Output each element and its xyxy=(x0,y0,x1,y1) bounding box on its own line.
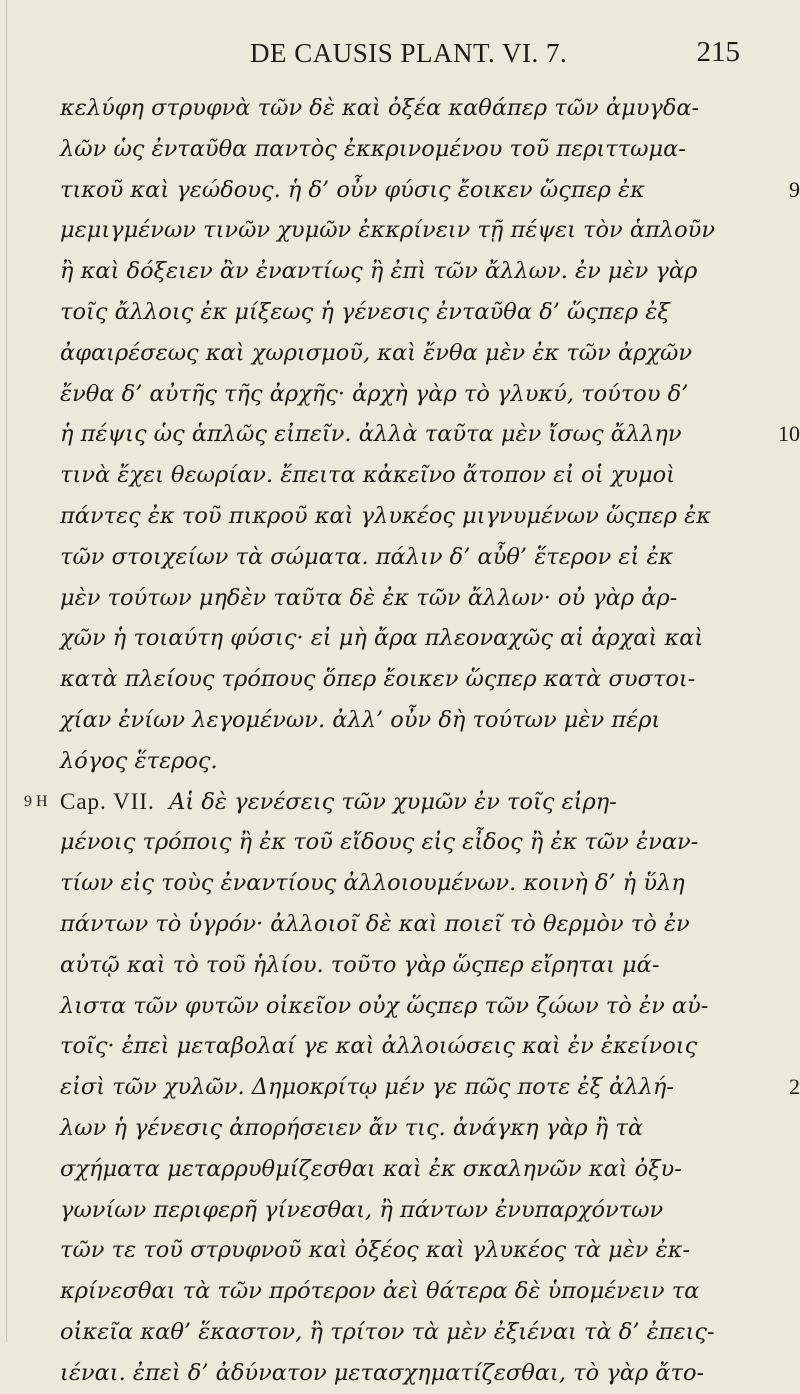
line-text: εἰσὶ τῶν χυλῶν. Δημοκρίτῳ μέν γε πῶς ποτε ἐξ ἀλλή- xyxy=(60,1074,674,1101)
text-line xyxy=(60,700,744,741)
marginal-line-number: 10 xyxy=(778,421,800,447)
text-line xyxy=(60,1190,744,1231)
line-text: τῶν στοιχείων τὰ σώματα. πάλιν δ’ αὖθ’ ἕτερον εἰ ἐκ xyxy=(60,543,674,570)
text-line xyxy=(60,945,744,986)
line-text: χίαν ἐνίων λεγομένων. ἀλλ’ οὖν δὴ τούτων μὲν πέρι xyxy=(60,706,661,733)
text-line xyxy=(60,1271,744,1312)
line-text: τῶν τε τοῦ στρυφνοῦ καὶ ὀξέος καὶ γλυκέος τὰ μὲν ἐκ- xyxy=(60,1237,691,1264)
running-title: DE CAUSIS PLANT. VI. 7. xyxy=(250,38,568,68)
page-header xyxy=(0,28,800,78)
marginal-line-number: 9 xyxy=(789,176,800,202)
text-line xyxy=(60,333,744,374)
text-line xyxy=(60,1230,744,1271)
text-line xyxy=(60,904,744,945)
line-text: λόγος ἕτερος. xyxy=(60,747,218,774)
body-text xyxy=(24,88,800,1394)
line-text: τοῖς ἄλλοις ἐκ μίξεως ἡ γένεσις ἐνταῦθα δ’ ὥςπερ ἐξ xyxy=(60,298,670,325)
text-line xyxy=(60,496,744,537)
text-line xyxy=(60,986,744,1027)
page-edge-rule xyxy=(6,0,7,1342)
line-text: λων ἡ γένεσις ἀπορήσειεν ἄν τις. ἀνάγκη γὰρ ἢ τὰ xyxy=(60,1114,644,1141)
line-text: γωνίων περιφερῆ γίνεσθαι, ἢ πάντων ἐνυπαρχόντων xyxy=(60,1196,664,1223)
text-line xyxy=(60,292,744,333)
line-text: μένοις τρόποις ἢ ἐκ τοῦ εἴδους εἰς εἶδος ἢ ἐκ τῶν ἐναν- xyxy=(60,829,699,856)
line-text: χῶν ἡ τοιαύτη φύσις· εἰ μὴ ἄρα πλεοναχῶς αἱ ἀρχαὶ καὶ xyxy=(60,625,704,652)
line-text: ἔνθα δ’ αὐτῆς τῆς ἀρχῆς· ἀρχὴ γὰρ τὸ γλυκύ, τούτου δ’ xyxy=(60,380,689,407)
line-text: ιέναι. ἐπεὶ δ’ ἀδύνατον μετασχηματίζεσθαι, τὸ γὰρ ἄτο- xyxy=(60,1359,705,1386)
line-text: τικοῦ καὶ γεώδους. ἡ δ’ οὖν φύσις ἔοικεν ὥςπερ ἐκ xyxy=(60,176,645,203)
text-line xyxy=(24,782,744,823)
text-line xyxy=(60,88,744,129)
line-text: πάντες ἐκ τοῦ πικροῦ καὶ γλυκέος μιγνυμένων ὥςπερ ἐκ xyxy=(60,502,711,529)
text-line xyxy=(60,1108,744,1149)
text-line xyxy=(60,618,744,659)
text-line xyxy=(60,414,800,455)
line-text: τοῖς· ἐπεὶ μεταβολαί γε καὶ ἀλλοιώσεις καὶ ἐν ἐκείνοις xyxy=(60,1033,698,1060)
line-text: ἀφαιρέσεως καὶ χωρισμοῦ, καὶ ἔνθα μὲν ἐκ τῶν ἀρχῶν xyxy=(60,339,693,366)
text-line xyxy=(60,1026,744,1067)
line-text: λῶν ὡς ἐνταῦθα παντὸς ἐκκρινομένου τοῦ περιττωμα- xyxy=(60,135,686,162)
line-text: τίων εἰς τοὺς ἐναντίους ἀλλοιουμένων. κοινὴ δ’ ἡ ὕλη xyxy=(60,870,685,897)
line-text: πάντων τὸ ὑγρόν· ἀλλοιοῖ δὲ καὶ ποιεῖ τὸ θερμὸν τὸ ἐν xyxy=(60,910,690,937)
text-line xyxy=(60,537,744,578)
line-text: τινὰ ἔχει θεωρίαν. ἔπειτα κἀκεῖνο ἄτοπον εἰ οἱ χυμοὶ xyxy=(60,462,675,489)
line-text: Αἱ δὲ γενέσεις τῶν χυμῶν ἐν τοῖς εἰρη- xyxy=(169,788,617,815)
line-text: οἰκεῖα καθ’ ἕκαστον, ἢ τρίτον τὰ μὲν ἐξιέναι τὰ δ’ ἐπεις- xyxy=(60,1318,715,1345)
line-text: κρίνεσθαι τὰ τῶν πρότερον ἀεὶ θάτερα δὲ ὑπομένειν τα xyxy=(60,1278,700,1305)
text-line xyxy=(60,659,744,700)
text-line xyxy=(60,578,744,619)
text-line xyxy=(60,1312,744,1353)
line-text: αὐτῷ καὶ τὸ τοῦ ἡλίου. τοῦτο γὰρ ὥςπερ εἴρηται μά- xyxy=(60,951,660,978)
line-text: μεμιγμένων τινῶν χυμῶν ἐκκρίνειν τῇ πέψει τὸν ἁπλοῦν xyxy=(60,217,716,244)
text-line xyxy=(60,251,744,292)
line-text: κατὰ πλείους τρόπους ὅπερ ἔοικεν ὥςπερ κατὰ συστοι- xyxy=(60,666,696,693)
line-text: ἢ καὶ δόξειεν ἂν ἐναντίως ἢ ἐπὶ τῶν ἄλλων. ἐν μὲν γὰρ xyxy=(60,258,698,285)
text-line xyxy=(60,210,744,251)
marginal-section-number: 9 H xyxy=(24,792,48,810)
text-line xyxy=(60,374,744,415)
page-number: 215 xyxy=(696,36,740,68)
text-line xyxy=(60,1353,744,1394)
text-line xyxy=(60,863,744,904)
text-line xyxy=(60,1067,800,1108)
text-line xyxy=(60,741,744,782)
text-line xyxy=(60,1149,744,1190)
text-line xyxy=(60,822,744,863)
text-line xyxy=(60,455,744,496)
marginal-line-number: 2 xyxy=(789,1074,800,1100)
line-text: κελύφη στρυφνὰ τῶν δὲ καὶ ὀξέα καθάπερ τῶν ἀμυγδα- xyxy=(60,95,700,121)
text-line xyxy=(60,170,800,211)
chapter-heading: Cap. VII. xyxy=(60,788,155,814)
line-text: λιστα τῶν φυτῶν οἰκεῖον οὐχ ὥςπερ τῶν ζώων τὸ ἐν αὐ- xyxy=(60,992,709,1019)
line-text: ἡ πέψις ὡς ἁπλῶς εἰπεῖν. ἀλλὰ ταῦτα μὲν ἴσως ἄλλην xyxy=(60,421,682,448)
line-text: σχήματα μεταρρυθμίζεσθαι καὶ ἐκ σκαληνῶν καὶ ὀξυ- xyxy=(60,1155,682,1182)
line-text: μὲν τούτων μηδὲν ταῦτα δὲ ἐκ τῶν ἄλλων· οὐ γὰρ ἀρ- xyxy=(60,584,678,611)
text-line xyxy=(60,129,744,170)
